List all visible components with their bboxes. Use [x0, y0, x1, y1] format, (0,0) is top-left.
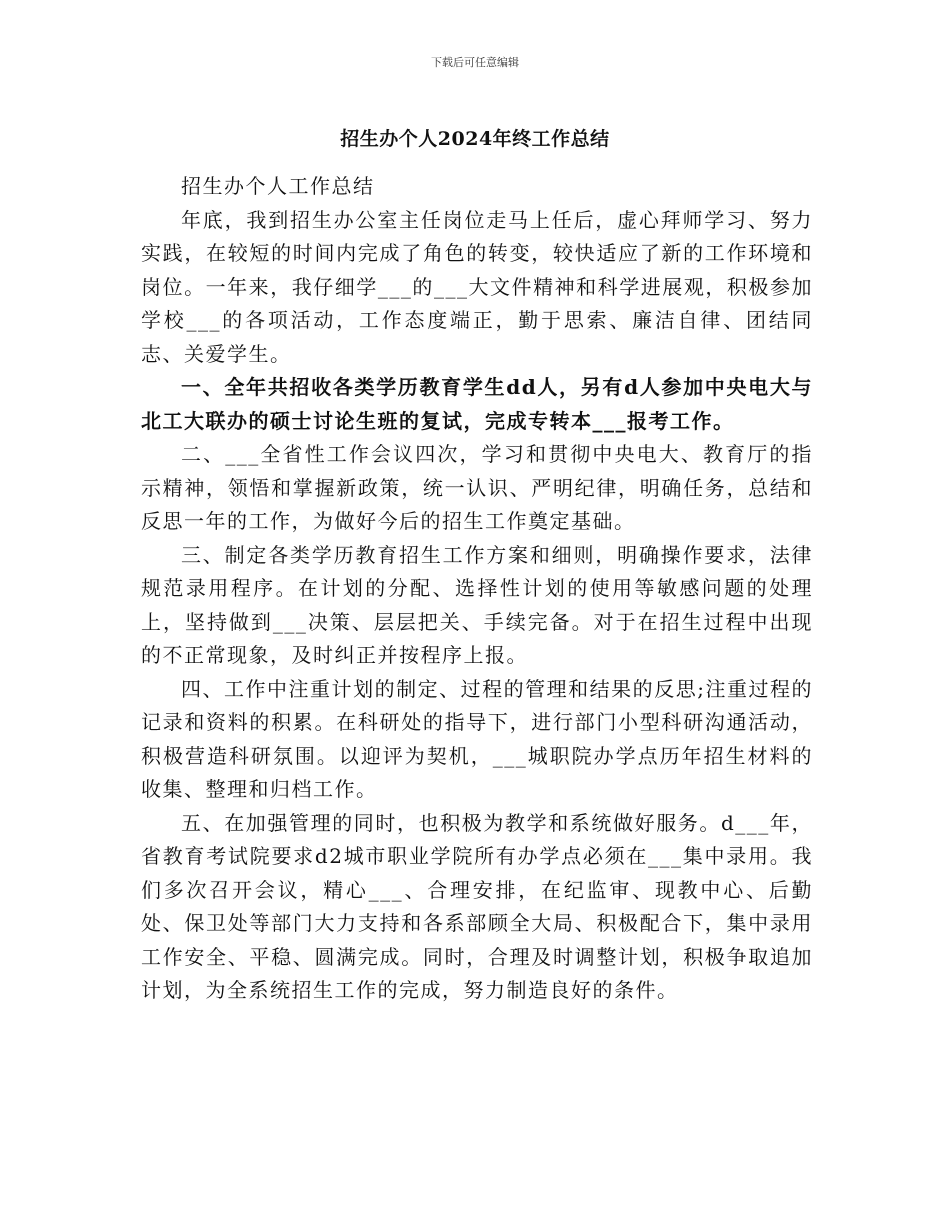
section-five-paragraph: 五、在加强管理的同时，也积极为教学和系统做好服务。d___年，省教育考试院要求d2城市职业学院所有办学点必须在___集中录用。我们多次召开会议，精心___、合理安排，在纪监审、现教中心、后勤处、保卫处等部门大力支持和各系部顾全大局、积极配合下，集中录用工作安全、平稳、圆满完成。同时，合理及时调整计划，积极争取追加计划，为全系统招生工作的完成，努力制造良好的条件。: [141, 810, 813, 1002]
subtitle-paragraph: 招生办个人工作总结: [181, 174, 375, 198]
section-one-paragraph: 一、全年共招收各类学历教育学生dd人，另有d人参加中央电大与北工大联办的硕士讨论生班的复试，完成专转本___报考工作。: [141, 375, 813, 433]
section-three-paragraph: 三、制定各类学历教育招生工作方案和细则，明确操作要求，法律规范录用程序。在计划的分配、选择性计划的使用等敏感问题的处理上，坚持做到___决策、层层把关、手续完备。对于在招生过程中出现的不正常现象，及时纠正并按程序上报。: [141, 542, 813, 667]
section-two-paragraph: 二、___全省性工作会议四次，学习和贯彻中央电大、教育厅的指示精神，领悟和掌握新政策，统一认识、严明纪律，明确任务，总结和反思一年的工作，为做好今后的招生工作奠定基础。: [141, 442, 813, 533]
section-four-paragraph: 四、工作中注重计划的制定、过程的管理和结果的反思;注重过程的记录和资料的积累。在科研处的指导下，进行部门小型科研沟通活动，积极营造科研氛围。以迎评为契机，___城职院办学点历年招生材料的收集、整理和归档工作。: [141, 676, 813, 801]
intro-paragraph: 年底，我到招生办公室主任岗位走马上任后，虚心拜师学习、努力实践，在较短的时间内完成了角色的转变，较快适应了新的工作环境和岗位。一年来，我仔细学___的___大文件精神和科学进展观，积极参加学校___的各项活动，工作态度端正，勤于思索、廉洁自律、团结同志、关爱学生。: [141, 207, 813, 366]
document-body: [141, 170, 813, 1008]
document-title: 招生办个人2024年终工作总结: [340, 128, 610, 150]
header-note: 下载后可任意编辑: [431, 56, 519, 69]
